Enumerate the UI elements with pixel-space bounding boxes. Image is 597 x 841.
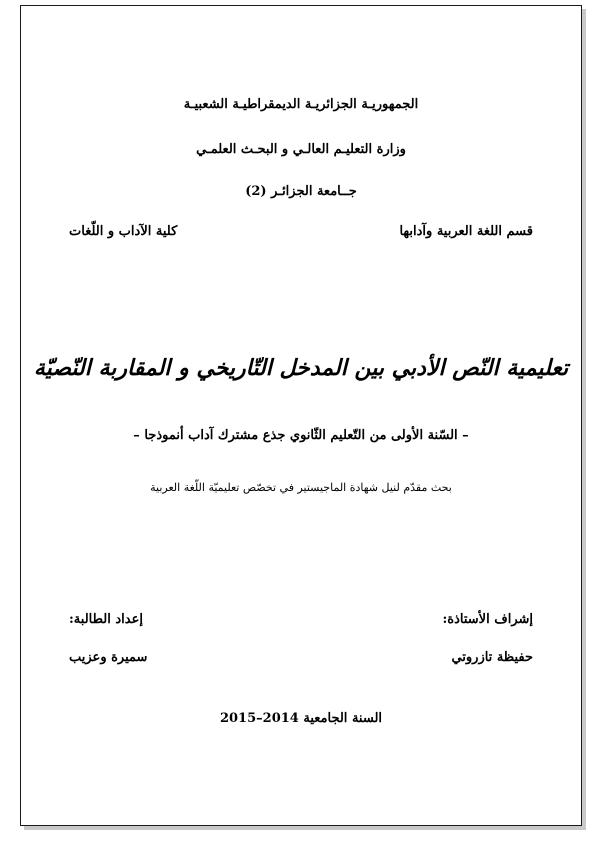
supervisor-name: حفيظة تازروتي — [451, 650, 533, 665]
republic-heading: الجمهوريـة الجزائريـة الديمقراطيـة الشعبيـة — [183, 97, 419, 112]
supervisor-label: إشراف الأستاذة: — [442, 612, 533, 627]
student-label: إعداد الطالبة: — [69, 612, 143, 627]
people-names-row — [69, 650, 533, 665]
thesis-subtitle: – السّنة الأولى من التّعليم الثّانوي جذع مشترك آداب أنموذجا – — [133, 428, 469, 443]
thesis-purpose: بحث مقدّم لنيل شهادة الماجيستير في تخصّص تعليميّة اللّغة العربية — [150, 481, 452, 494]
ministry-heading: وزارة التعليـم العالـي و البحـث العلمـي — [196, 142, 406, 157]
university-heading: جــامعة الجزائـر (2) — [245, 184, 357, 199]
department-name: قسم اللغة العربية وآدابها — [399, 224, 533, 239]
faculty-row — [69, 224, 533, 239]
thesis-title: تعليمية النّص الأدبي بين المدخل التّاريخي و المقاربة النّصيّة — [33, 355, 569, 381]
people-labels-row — [69, 612, 533, 627]
faculty-name: كلية الآداب و اللّغات — [69, 224, 178, 239]
document-page — [20, 5, 582, 826]
academic-year: السنة الجامعية 2014–2015 — [219, 711, 383, 726]
student-name: سميرة وعزيب — [69, 650, 148, 665]
